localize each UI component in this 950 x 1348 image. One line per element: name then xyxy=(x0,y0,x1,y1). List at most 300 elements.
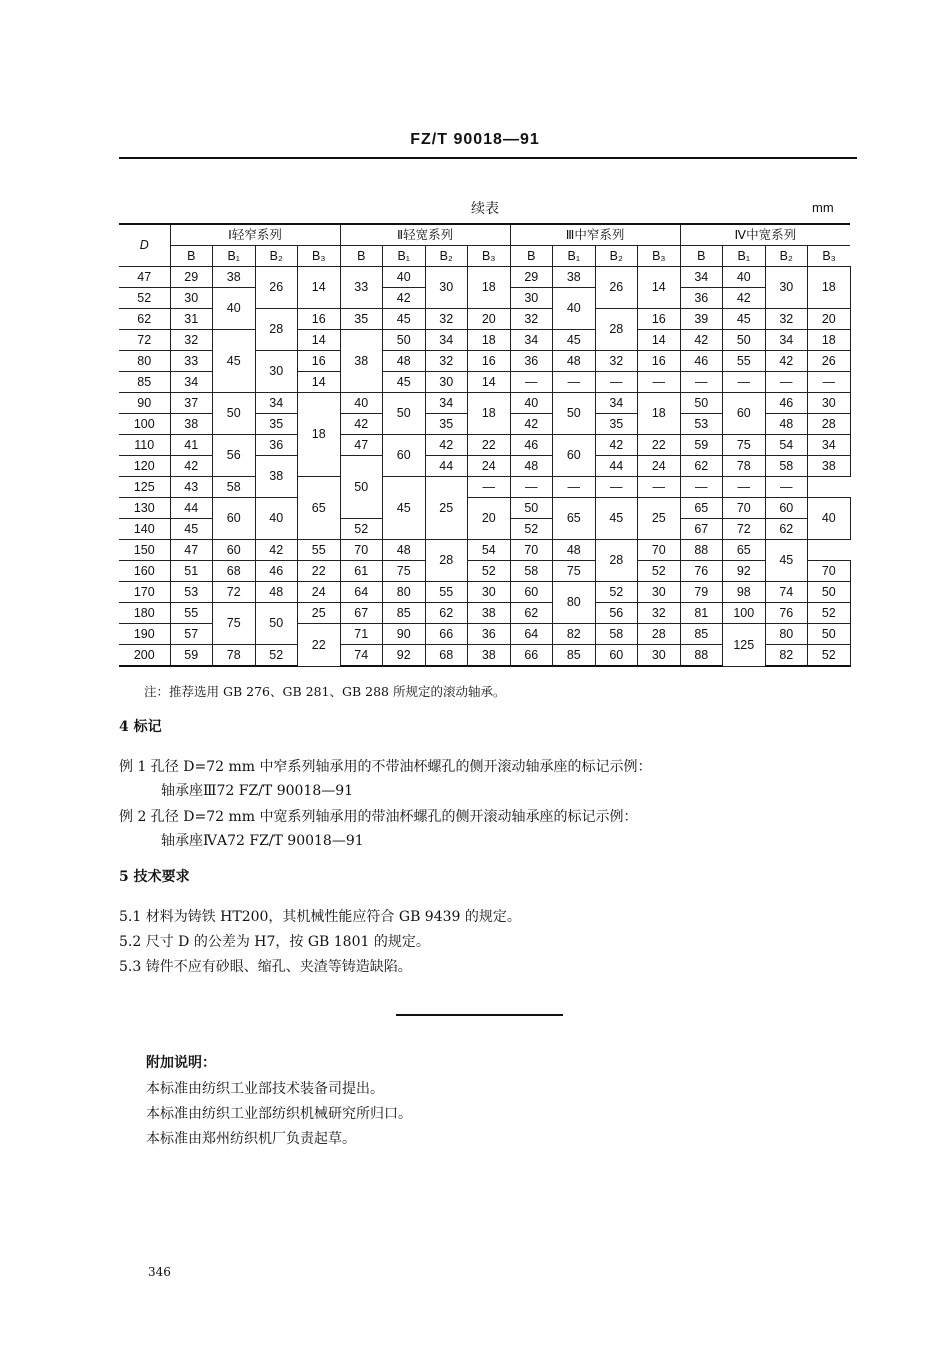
table-cell: 35 xyxy=(595,414,638,435)
table-cell: 34 xyxy=(680,267,723,288)
table-cell: 30 xyxy=(170,288,213,309)
table-cell: 62 xyxy=(680,456,723,477)
bore-diameter-cell: 47 xyxy=(119,267,170,288)
table-cell: 50 xyxy=(553,393,596,435)
table-cell: 52 xyxy=(808,603,851,624)
table-cell: 16 xyxy=(468,351,511,372)
table-cell: 40 xyxy=(213,288,256,330)
table-cell: 70 xyxy=(808,561,851,582)
table-row xyxy=(119,477,850,498)
table-cell: 76 xyxy=(765,603,808,624)
table-cell: — xyxy=(808,372,851,393)
table-cell: 18 xyxy=(638,393,681,435)
table-cell: 47 xyxy=(340,435,383,456)
table-cell: 44 xyxy=(425,456,468,477)
table-cell: 55 xyxy=(723,351,766,372)
table-cell: 60 xyxy=(765,498,808,519)
table-cell: 66 xyxy=(510,645,553,667)
table-cell: 45 xyxy=(383,309,426,330)
table-cell: 20 xyxy=(468,498,511,540)
table-cell: 46 xyxy=(255,561,298,582)
table-cell: 50 xyxy=(255,603,298,645)
bore-diameter-cell: 80 xyxy=(119,351,170,372)
series-header: Ⅳ中宽系列 xyxy=(680,224,850,246)
bore-diameter-cell: 130 xyxy=(119,498,170,519)
table-cell: 22 xyxy=(298,561,341,582)
table-cell: 60 xyxy=(383,435,426,477)
table-cell: — xyxy=(510,477,553,498)
table-row xyxy=(119,603,850,624)
bore-diameter-cell: 190 xyxy=(119,624,170,645)
requirement-item: 5.1 材料为铸铁 HT200，其机械性能应符合 GB 9439 的规定。 xyxy=(119,909,521,925)
table-cell: 60 xyxy=(213,498,256,540)
table-cell: 25 xyxy=(638,498,681,540)
table-cell: 30 xyxy=(765,267,808,309)
table-cell: 18 xyxy=(808,267,851,309)
table-cell: 34 xyxy=(425,393,468,414)
table-cell: — xyxy=(723,372,766,393)
table-cell: 35 xyxy=(340,309,383,330)
table-cell: 67 xyxy=(680,519,723,540)
table-continued-label: 续表 xyxy=(471,201,499,217)
header-rule xyxy=(119,157,857,159)
table-cell: 52 xyxy=(510,519,553,540)
table-cell: 50 xyxy=(680,393,723,414)
table-cell: 62 xyxy=(425,603,468,624)
table-cell: 50 xyxy=(383,393,426,435)
table-cell: 32 xyxy=(638,603,681,624)
table-cell: 48 xyxy=(510,456,553,477)
table-cell: 16 xyxy=(638,309,681,330)
table-cell: 35 xyxy=(255,414,298,435)
table-cell: — xyxy=(765,477,808,498)
table-cell: 66 xyxy=(425,624,468,645)
table-cell: 50 xyxy=(510,498,553,519)
table-cell: 36 xyxy=(468,624,511,645)
table-cell: 68 xyxy=(425,645,468,667)
table-cell: 28 xyxy=(808,414,851,435)
series-header: Ⅲ中窄系列 xyxy=(510,224,680,246)
end-rule xyxy=(396,1014,563,1016)
sub-header: B xyxy=(510,246,553,267)
bore-diameter-cell: 170 xyxy=(119,582,170,603)
bore-diameter-cell: 125 xyxy=(119,477,170,498)
sub-header: B₂ xyxy=(255,246,298,267)
table-cell: 42 xyxy=(723,288,766,309)
sub-header: B₂ xyxy=(425,246,468,267)
table-cell: 20 xyxy=(808,309,851,330)
table-cell: 78 xyxy=(213,645,256,667)
table-cell: 75 xyxy=(383,561,426,582)
series-header: Ⅰ轻窄系列 xyxy=(170,224,340,246)
table-cell: 65 xyxy=(680,498,723,519)
table-cell: 46 xyxy=(510,435,553,456)
sub-header: B₃ xyxy=(468,246,511,267)
sub-header: B₃ xyxy=(298,246,341,267)
table-cell: — xyxy=(553,477,596,498)
table-cell: 70 xyxy=(638,540,681,561)
table-cell: 53 xyxy=(170,582,213,603)
table-cell: 45 xyxy=(213,330,256,393)
table-cell: 125 xyxy=(723,624,766,667)
table-cell: 38 xyxy=(468,603,511,624)
table-cell: 50 xyxy=(383,330,426,351)
table-cell: 38 xyxy=(170,414,213,435)
table-cell: 61 xyxy=(340,561,383,582)
table-cell: — xyxy=(723,477,766,498)
sub-header: B xyxy=(680,246,723,267)
bore-diameter-cell: 180 xyxy=(119,603,170,624)
table-cell: 50 xyxy=(213,393,256,435)
table-cell: 31 xyxy=(170,309,213,330)
table-cell: 76 xyxy=(680,561,723,582)
table-cell: 22 xyxy=(638,435,681,456)
table-cell: 34 xyxy=(425,330,468,351)
table-cell: 29 xyxy=(170,267,213,288)
table-cell: 60 xyxy=(595,645,638,667)
table-cell: 34 xyxy=(510,330,553,351)
table-cell: 56 xyxy=(595,603,638,624)
table-cell: 42 xyxy=(383,288,426,309)
bore-diameter-cell: 90 xyxy=(119,393,170,414)
table-cell: 30 xyxy=(468,582,511,603)
table-cell: 80 xyxy=(383,582,426,603)
table-cell: 30 xyxy=(510,288,553,309)
table-cell: 85 xyxy=(553,645,596,667)
table-cell: 98 xyxy=(723,582,766,603)
table-cell: 22 xyxy=(298,624,341,667)
table-cell: 18 xyxy=(468,393,511,435)
table-cell: — xyxy=(765,372,808,393)
sub-header: B xyxy=(340,246,383,267)
table-cell: 18 xyxy=(808,330,851,351)
table-cell: 54 xyxy=(468,540,511,561)
table-cell: 40 xyxy=(510,393,553,414)
table-cell: 48 xyxy=(553,351,596,372)
table-cell: 14 xyxy=(468,372,511,393)
table-cell: 20 xyxy=(468,309,511,330)
bore-diameter-cell: 200 xyxy=(119,645,170,667)
table-cell: 14 xyxy=(298,330,341,351)
table-cell: — xyxy=(638,477,681,498)
bore-diameter-cell: 120 xyxy=(119,456,170,477)
table-cell: 44 xyxy=(595,456,638,477)
table-row xyxy=(119,267,850,288)
table-cell: 18 xyxy=(468,330,511,351)
table-cell: 54 xyxy=(765,435,808,456)
sub-header: B xyxy=(170,246,213,267)
table-cell: 34 xyxy=(765,330,808,351)
table-cell: 34 xyxy=(255,393,298,414)
table-cell: 28 xyxy=(638,624,681,645)
bore-diameter-cell: 52 xyxy=(119,288,170,309)
appendix-line: 本标准由纺织工业部技术装备司提出。 xyxy=(146,1081,384,1097)
table-cell: 36 xyxy=(510,351,553,372)
table-cell: 62 xyxy=(510,603,553,624)
table-cell: 92 xyxy=(723,561,766,582)
table-cell: 29 xyxy=(510,267,553,288)
table-cell: 14 xyxy=(298,372,341,393)
table-cell: 48 xyxy=(553,540,596,561)
table-cell: 65 xyxy=(723,540,766,561)
bore-diameter-cell: 85 xyxy=(119,372,170,393)
table-cell: 32 xyxy=(425,351,468,372)
example-1-mark: 轴承座Ⅲ72 FZ/T 90018—91 xyxy=(161,783,354,799)
table-cell: 58 xyxy=(510,561,553,582)
bore-diameter-cell: 160 xyxy=(119,561,170,582)
requirement-item: 5.3 铸件不应有砂眼、缩孔、夹渣等铸造缺陷。 xyxy=(119,959,412,975)
table-cell: 59 xyxy=(170,645,213,667)
example-1: 例 1 孔径 D=72 mm 中窄系列轴承用的不带油杯螺孔的侧开滚动轴承座的标记示例： xyxy=(119,759,652,775)
table-cell: 75 xyxy=(723,435,766,456)
table-cell: 16 xyxy=(638,351,681,372)
table-cell: 45 xyxy=(553,330,596,351)
table-row xyxy=(119,498,850,519)
table-cell: 50 xyxy=(808,624,851,645)
table-cell: — xyxy=(510,372,553,393)
sub-header: B₁ xyxy=(723,246,766,267)
table-cell: 32 xyxy=(765,309,808,330)
table-cell: 30 xyxy=(638,582,681,603)
table-cell: 88 xyxy=(680,645,723,667)
table-cell: 42 xyxy=(510,414,553,435)
table-row xyxy=(119,330,850,351)
table-cell: 28 xyxy=(595,309,638,351)
sub-header: B₂ xyxy=(595,246,638,267)
table-cell: 82 xyxy=(765,645,808,667)
table-cell: 85 xyxy=(680,624,723,645)
table-cell: 42 xyxy=(255,540,298,561)
table-cell: 35 xyxy=(425,414,468,435)
table-cell: 18 xyxy=(468,267,511,309)
table-cell: 14 xyxy=(638,330,681,351)
table-cell: 52 xyxy=(255,645,298,667)
table-cell: 42 xyxy=(340,414,383,435)
table-cell: — xyxy=(595,477,638,498)
table-cell: 75 xyxy=(213,603,256,645)
table-cell: 70 xyxy=(723,498,766,519)
table-cell: 40 xyxy=(808,498,851,540)
page-number: 346 xyxy=(148,1265,171,1279)
bore-diameter-cell: 62 xyxy=(119,309,170,330)
table-cell: 45 xyxy=(765,540,808,582)
table-cell: 51 xyxy=(170,561,213,582)
table-row xyxy=(119,561,850,582)
table-cell: 32 xyxy=(595,351,638,372)
table-cell: 36 xyxy=(255,435,298,456)
table-cell: 40 xyxy=(340,393,383,414)
table-cell: 33 xyxy=(170,351,213,372)
table-cell: 65 xyxy=(298,477,341,540)
table-cell: 75 xyxy=(553,561,596,582)
table-cell: 24 xyxy=(468,456,511,477)
table-cell: 80 xyxy=(765,624,808,645)
table-unit: mm xyxy=(812,200,834,215)
table-cell: 28 xyxy=(425,540,468,582)
table-cell: 25 xyxy=(425,477,468,540)
table-cell: 39 xyxy=(680,309,723,330)
table-cell: 74 xyxy=(340,645,383,667)
table-cell: 42 xyxy=(680,330,723,351)
table-cell: 60 xyxy=(213,540,256,561)
table-cell: 38 xyxy=(255,456,298,498)
table-cell: 92 xyxy=(383,645,426,667)
table-row xyxy=(119,582,850,603)
table-cell: 52 xyxy=(808,645,851,667)
table-cell: 32 xyxy=(425,309,468,330)
table-cell: 50 xyxy=(723,330,766,351)
dimension-table xyxy=(119,223,851,667)
table-cell: 78 xyxy=(723,456,766,477)
table-cell: 42 xyxy=(170,456,213,477)
table-cell: 40 xyxy=(255,498,298,540)
bore-diameter-cell: 150 xyxy=(119,540,170,561)
table-cell: 80 xyxy=(553,582,596,624)
table-cell: 60 xyxy=(510,582,553,603)
table-row xyxy=(119,435,850,456)
table-cell: 48 xyxy=(255,582,298,603)
table-cell: 50 xyxy=(808,582,851,603)
bore-diameter-cell: 72 xyxy=(119,330,170,351)
table-cell: 48 xyxy=(765,414,808,435)
section-4-title: 4 标记 xyxy=(119,719,162,735)
table-cell: 67 xyxy=(340,603,383,624)
table-cell: 62 xyxy=(765,519,808,540)
table-cell: — xyxy=(680,477,723,498)
table-cell: 40 xyxy=(553,288,596,330)
bore-diameter-cell: 110 xyxy=(119,435,170,456)
table-cell: 55 xyxy=(298,540,341,561)
table-cell: 42 xyxy=(595,435,638,456)
sub-header: B₁ xyxy=(383,246,426,267)
table-cell: 58 xyxy=(213,477,256,498)
table-cell: 38 xyxy=(213,267,256,288)
table-cell: 70 xyxy=(340,540,383,561)
table-cell: 38 xyxy=(340,330,383,393)
table-cell: 55 xyxy=(170,603,213,624)
table-cell: 85 xyxy=(383,603,426,624)
table-cell: 26 xyxy=(255,267,298,309)
table-cell: 71 xyxy=(340,624,383,645)
example-2-mark: 轴承座ⅣA72 FZ/T 90018—91 xyxy=(161,833,364,849)
table-cell: 48 xyxy=(383,540,426,561)
table-cell: 42 xyxy=(425,435,468,456)
table-cell: 90 xyxy=(383,624,426,645)
table-cell: 68 xyxy=(213,561,256,582)
table-cell: 52 xyxy=(595,582,638,603)
table-cell: 14 xyxy=(638,267,681,309)
table-cell: — xyxy=(595,372,638,393)
table-cell: 44 xyxy=(170,498,213,519)
table-cell: 47 xyxy=(170,540,213,561)
table-cell: 50 xyxy=(340,456,383,519)
table-cell: 32 xyxy=(510,309,553,330)
table-cell: 16 xyxy=(298,351,341,372)
table-cell: 74 xyxy=(765,582,808,603)
table-cell: — xyxy=(680,372,723,393)
table-cell: 26 xyxy=(808,351,851,372)
table-cell: 64 xyxy=(510,624,553,645)
sub-header: B₁ xyxy=(213,246,256,267)
sub-header: B₃ xyxy=(808,246,851,267)
table-cell: 82 xyxy=(553,624,596,645)
table-cell: 100 xyxy=(723,603,766,624)
table-cell: 70 xyxy=(510,540,553,561)
bore-diameter-cell: 140 xyxy=(119,519,170,540)
document-code: FZ/T 90018—91 xyxy=(410,131,540,148)
table-cell: 60 xyxy=(553,435,596,477)
table-cell: 24 xyxy=(638,456,681,477)
table-cell: 56 xyxy=(213,435,256,477)
appendix-line: 本标准由纺织工业部纺织机械研究所归口。 xyxy=(146,1106,412,1122)
table-cell: 45 xyxy=(723,309,766,330)
table-cell: 45 xyxy=(595,498,638,540)
table-cell: 40 xyxy=(723,267,766,288)
bore-diameter-cell: 100 xyxy=(119,414,170,435)
table-cell: 32 xyxy=(170,330,213,351)
table-cell: 40 xyxy=(383,267,426,288)
table-cell: 30 xyxy=(808,393,851,414)
table-cell: — xyxy=(468,477,511,498)
table-cell: 42 xyxy=(765,351,808,372)
table-cell: 58 xyxy=(765,456,808,477)
sub-header: B₃ xyxy=(638,246,681,267)
series-header: Ⅱ轻宽系列 xyxy=(340,224,510,246)
table-cell: 60 xyxy=(723,393,766,435)
requirement-item: 5.2 尺寸 D 的公差为 H7，按 GB 1801 的规定。 xyxy=(119,934,430,950)
table-row xyxy=(119,540,850,561)
table-cell: 81 xyxy=(680,603,723,624)
table-cell: 53 xyxy=(680,414,723,435)
table-cell: 46 xyxy=(680,351,723,372)
table-cell: 30 xyxy=(638,645,681,667)
table-cell: 48 xyxy=(383,351,426,372)
table-cell: 25 xyxy=(298,603,341,624)
table-cell: 79 xyxy=(680,582,723,603)
table-cell: 72 xyxy=(723,519,766,540)
table-row xyxy=(119,393,850,414)
table-cell: 59 xyxy=(680,435,723,456)
table-cell: 16 xyxy=(298,309,341,330)
table-cell: 30 xyxy=(255,351,298,393)
table-cell: 65 xyxy=(553,498,596,540)
table-cell: 22 xyxy=(468,435,511,456)
table-cell: 45 xyxy=(170,519,213,540)
table-cell: 33 xyxy=(340,267,383,309)
table-cell: 43 xyxy=(170,477,213,498)
table-cell: — xyxy=(638,372,681,393)
table-note: 注：推荐选用 GB 276、GB 281、GB 288 所规定的滚动轴承。 xyxy=(144,684,506,699)
table-cell: 52 xyxy=(638,561,681,582)
table-cell: 45 xyxy=(383,372,426,393)
table-cell: 30 xyxy=(425,267,468,309)
table-cell: 41 xyxy=(170,435,213,456)
example-2: 例 2 孔径 D=72 mm 中宽系列轴承用的带油杯螺孔的侧开滚动轴承座的标记示例： xyxy=(119,809,638,825)
table-cell: 28 xyxy=(595,540,638,582)
section-5-title: 5 技术要求 xyxy=(119,869,190,885)
table-cell: 38 xyxy=(468,645,511,667)
table-cell: 36 xyxy=(680,288,723,309)
table-cell: 18 xyxy=(298,393,341,477)
table-cell: 38 xyxy=(808,456,851,477)
table-cell: 45 xyxy=(383,477,426,540)
table-cell: 88 xyxy=(680,540,723,561)
table-cell: 55 xyxy=(425,582,468,603)
table-cell: 72 xyxy=(213,582,256,603)
table-cell: 46 xyxy=(765,393,808,414)
table-cell: 30 xyxy=(425,372,468,393)
sub-header: B₁ xyxy=(553,246,596,267)
